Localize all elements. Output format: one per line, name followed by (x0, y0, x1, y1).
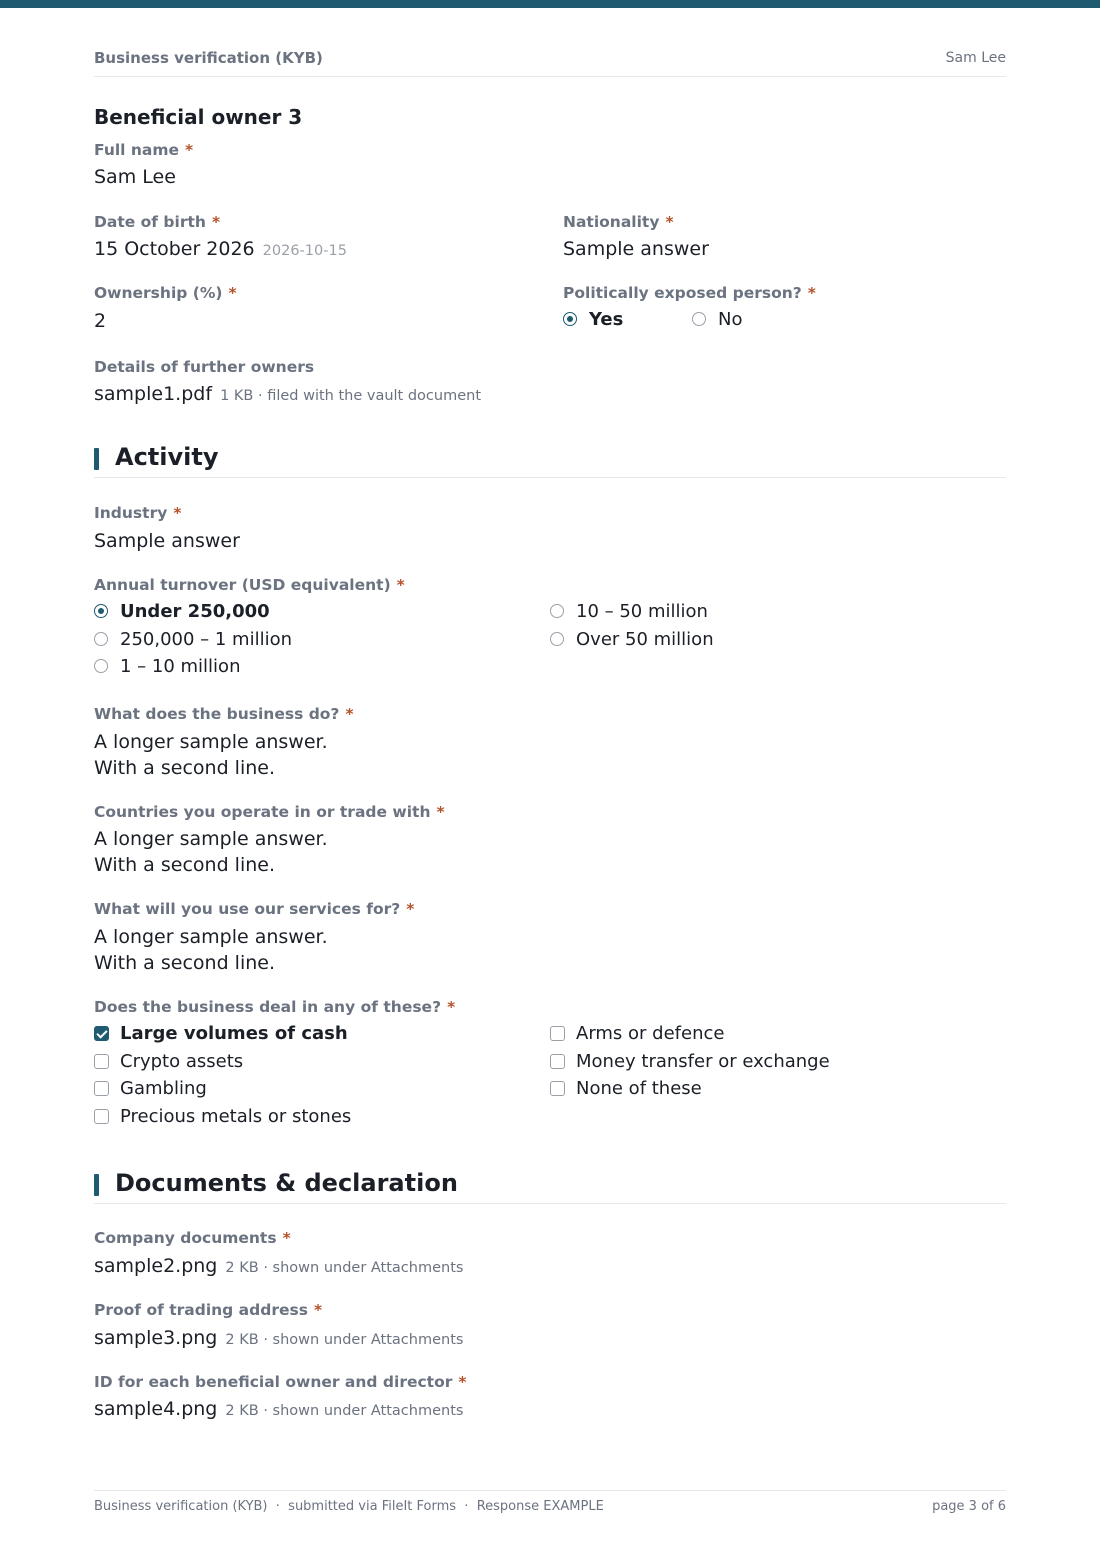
section-marker (94, 448, 99, 470)
further-owners-file: sample1.pdf 1 KB · filed with the vault document (94, 383, 482, 405)
countries-value: A longer sample answer. With a second line. (94, 828, 328, 876)
radio-empty-icon (94, 632, 108, 646)
ownership-value: 2 (94, 310, 107, 332)
dob-value: 15 October 2026 2026-10-15 (94, 238, 347, 260)
turnover-label: Annual turnover (USD equivalent) * (94, 576, 405, 594)
radio-selected-icon (94, 604, 108, 618)
file-name[interactable]: sample2.png (94, 1255, 218, 1277)
radio-empty-icon (550, 604, 564, 618)
respondent-name: Sam Lee (945, 50, 1006, 66)
file-name[interactable]: sample1.pdf (94, 383, 213, 405)
services-value: A longer sample answer. With a second line. (94, 926, 328, 974)
business-activity-value: A longer sample answer. With a second line. (94, 731, 328, 779)
section-marker (94, 1174, 99, 1196)
file-name[interactable]: sample3.png (94, 1327, 218, 1349)
deals-label: Does the business deal in any of these? * (94, 998, 456, 1016)
radio-empty-icon (692, 312, 706, 326)
page-number: page 3 of 6 (932, 1499, 1006, 1514)
checkbox-empty-icon (94, 1081, 109, 1096)
owner-id-label: ID for each beneficial owner and director * (94, 1373, 467, 1391)
dob-iso: 2026-10-15 (262, 243, 347, 259)
top-accent-bar (0, 0, 1100, 8)
page-header (94, 48, 1006, 77)
full-name-value: Sam Lee (94, 166, 176, 188)
section-documents (94, 1167, 1006, 1204)
further-owners-label: Details of further owners (94, 358, 315, 376)
business-activity-label: What does the business do? * (94, 705, 354, 723)
radio-empty-icon (94, 659, 108, 673)
industry-value: Sample answer (94, 530, 240, 552)
checkbox-empty-icon (550, 1026, 565, 1041)
industry-label: Industry * (94, 504, 182, 522)
nationality-label: Nationality * (563, 213, 674, 231)
company-docs-label: Company documents * (94, 1229, 291, 1247)
address-proof-label: Proof of trading address * (94, 1301, 323, 1319)
countries-label: Countries you operate in or trade with * (94, 803, 445, 821)
full-name-label: Full name * (94, 141, 194, 159)
checkbox-empty-icon (94, 1054, 109, 1069)
section-activity (94, 441, 1006, 478)
owner-subtitle: Beneficial owner 3 (94, 105, 303, 129)
pep-label: Politically exposed person? * (563, 284, 816, 302)
owner-id-file: sample4.png 2 KB · shown under Attachments (94, 1398, 464, 1420)
form-title: Business verification (KYB) (94, 49, 323, 67)
radio-selected-icon (563, 312, 577, 326)
ownership-label: Ownership (%) * (94, 284, 237, 302)
checkbox-empty-icon (550, 1081, 565, 1096)
address-proof-file: sample3.png 2 KB · shown under Attachments (94, 1327, 464, 1349)
company-docs-file: sample2.png 2 KB · shown under Attachments (94, 1255, 464, 1277)
radio-empty-icon (550, 632, 564, 646)
checkbox-empty-icon (550, 1054, 565, 1069)
checkbox-checked-icon (94, 1026, 109, 1041)
section-title: Documents & declaration (115, 1169, 458, 1197)
services-label: What will you use our services for? * (94, 900, 415, 918)
checkbox-empty-icon (94, 1109, 109, 1124)
file-name[interactable]: sample4.png (94, 1398, 218, 1420)
footer-info: Business verification (KYB) · submitted via FileIt Forms · Response EXAMPLE (94, 1499, 604, 1514)
page-footer (94, 1490, 1006, 1521)
dob-label: Date of birth * (94, 213, 221, 231)
nationality-value: Sample answer (563, 238, 709, 260)
section-title: Activity (115, 443, 219, 471)
